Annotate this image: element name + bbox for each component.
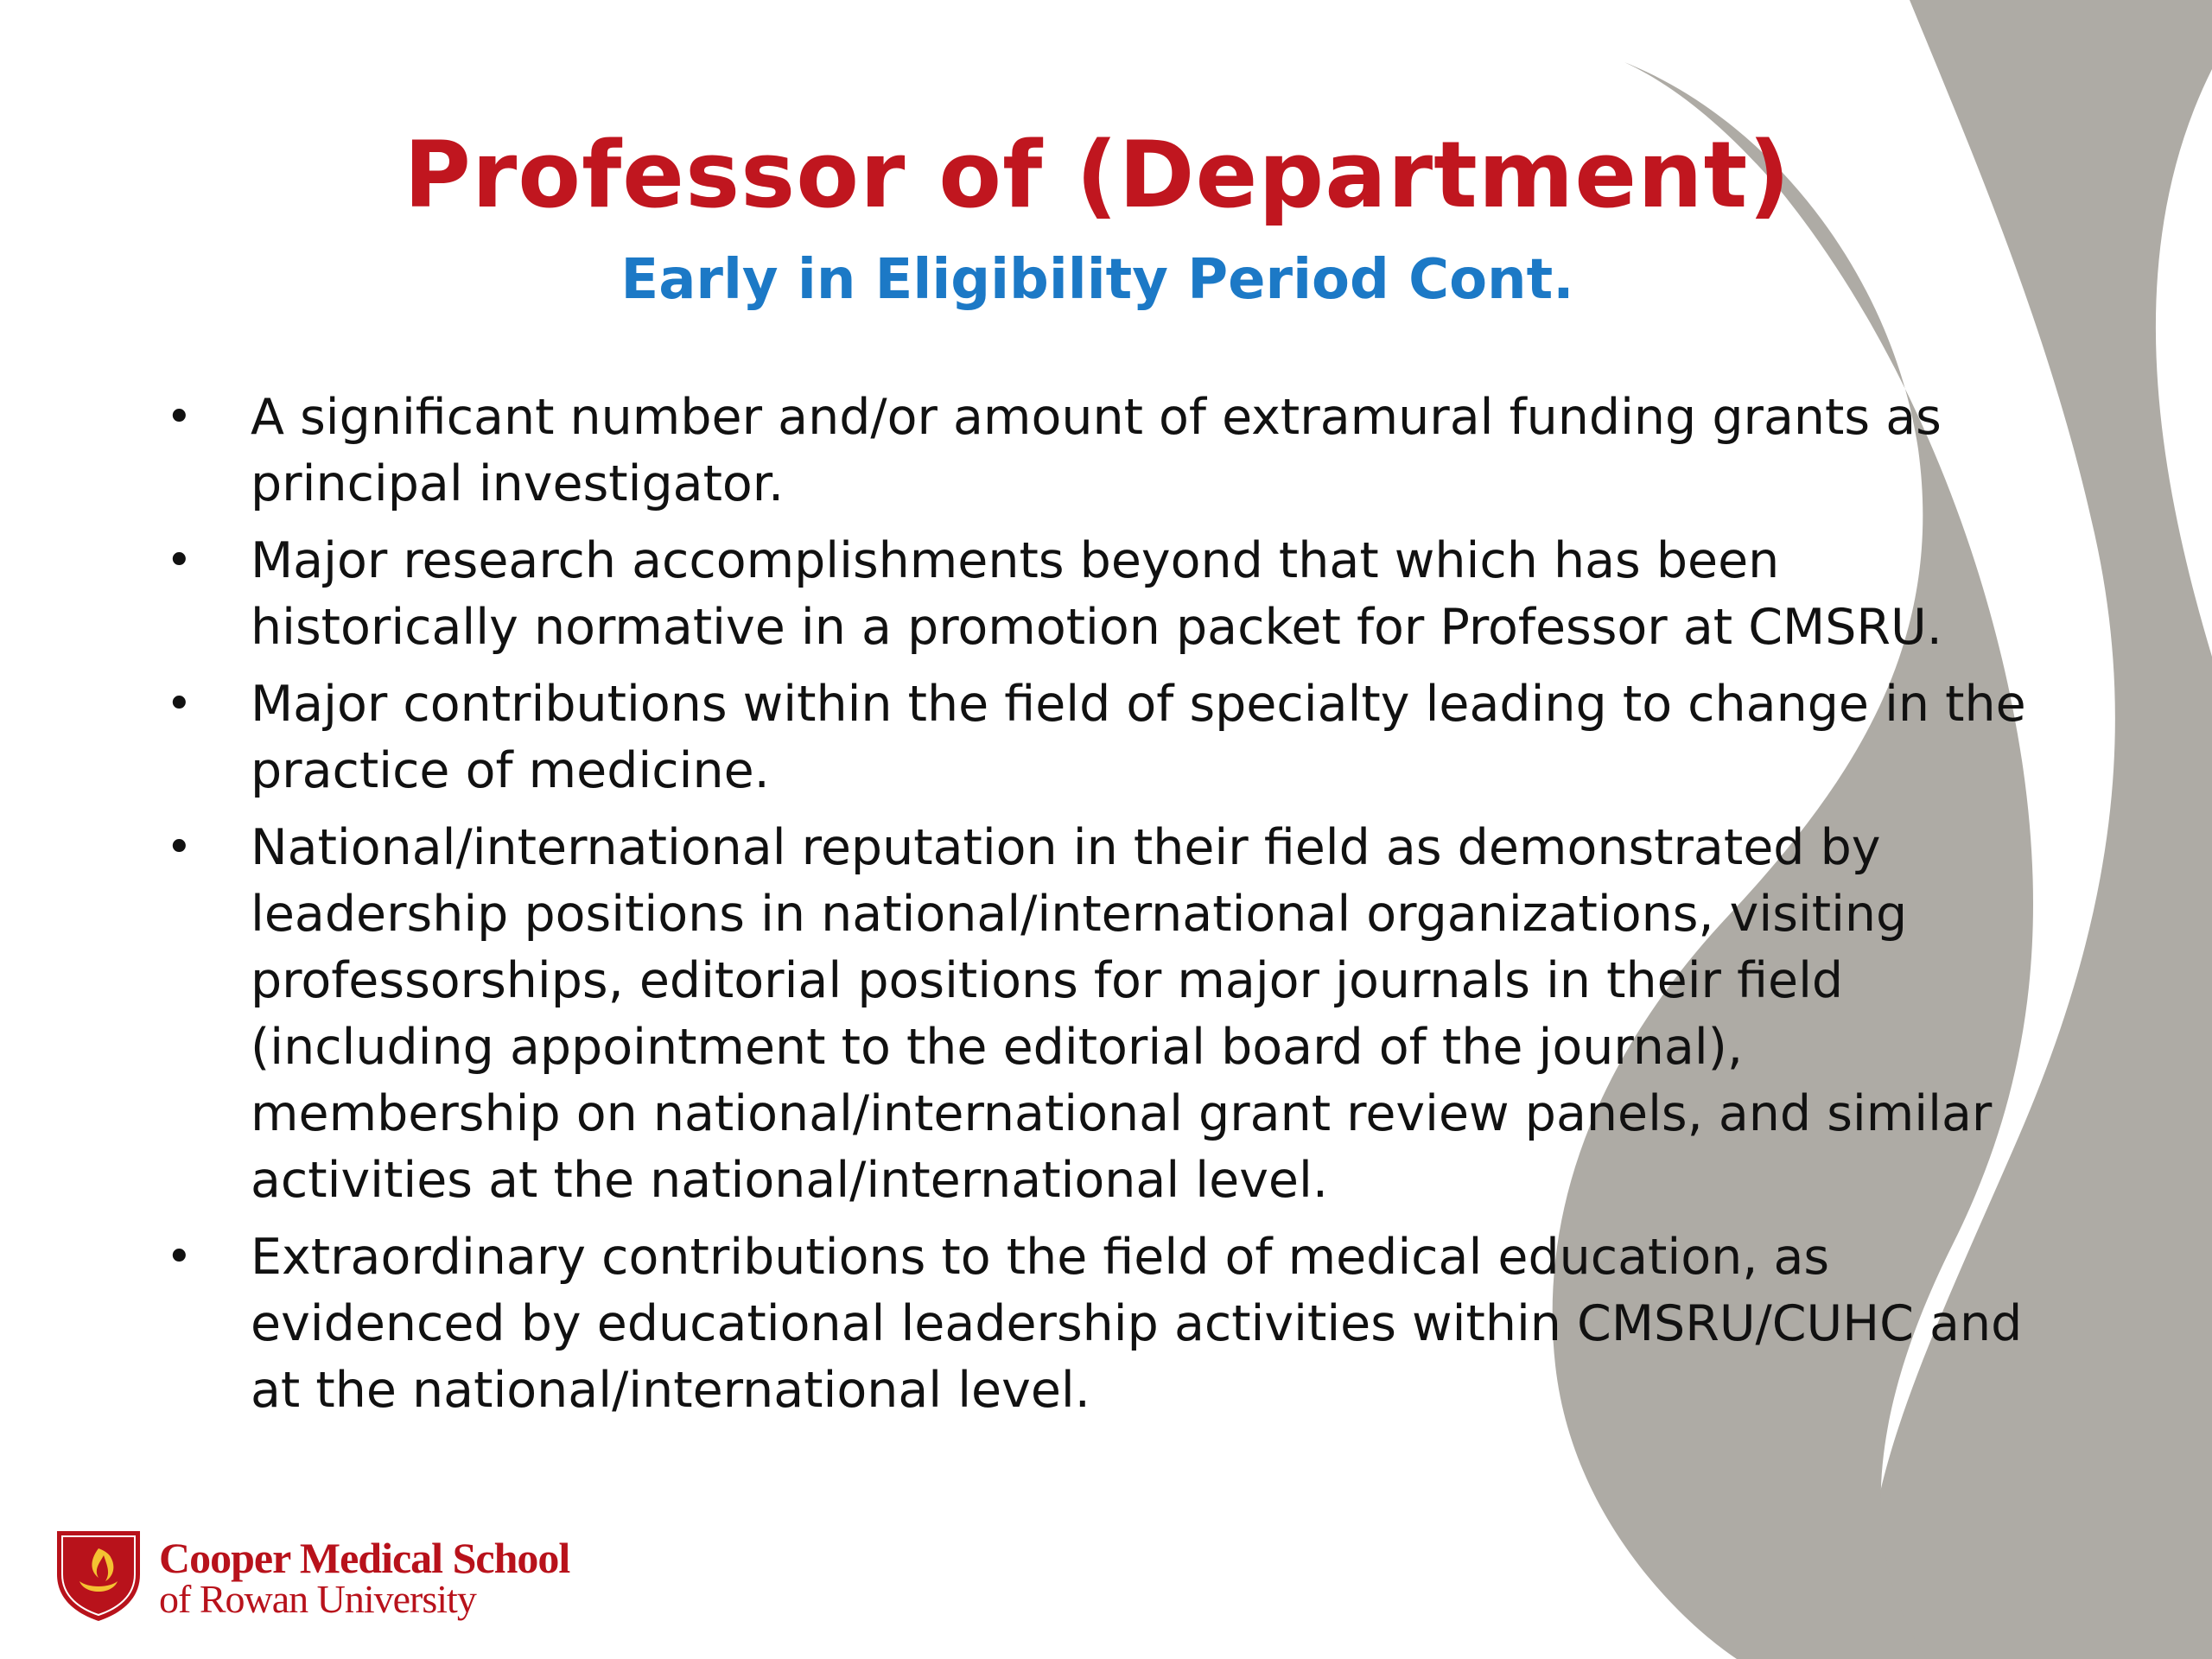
bullet-line: A significant number and/or amount of extramural funding grants as [251,389,1942,446]
bullet-line: historically normative in a promotion packet for Professor at CMSRU. [251,599,1942,656]
bullet-line: practice of medicine. [251,742,770,799]
bullet-item [161,671,2096,804]
bullet-line: membership on national/international grant review panels, and similar [251,1085,1993,1142]
bullet-point-icon: • [166,535,193,587]
bullet-line: Major contributions within the field of specialty leading to change in the [251,676,2026,733]
bullet-line: Extraordinary contributions to the field of medical education, as [251,1229,1830,1286]
bullet-line: evidenced by educational leadership activities within CMSRU/CUHC and [251,1295,2023,1352]
slide-subtitle: Early in Eligibility Period Cont. [620,248,1574,312]
bullet-line: (including appointment to the editorial board of the journal), [251,1019,1744,1076]
bullet-point-icon: • [166,391,193,443]
slide-title: Professor of (Department) [404,122,1791,228]
bullet-point-icon: • [166,678,193,730]
bullet-item [161,528,2096,661]
bullet-line: National/international reputation in their field as demonstrated by [251,819,1881,876]
flame-shield-icon [54,1528,143,1623]
bullet-item [161,815,2096,1214]
bullet-line: at the national/international level. [251,1362,1090,1419]
bullet-line: activities at the national/international level. [251,1152,1328,1209]
bullet-item [161,1224,2096,1424]
logo-school-name: Cooper Medical School [159,1534,570,1582]
bullet-line: principal investigator. [251,455,785,512]
logo-university-name: of Rowan University [159,1577,476,1621]
bullet-line: professorships, editorial positions for major journals in their field [251,952,1844,1009]
bullet-line: Major research accomplishments beyond that which has been [251,532,1780,589]
school-logo [54,1528,589,1623]
bullet-line: leadership positions in national/international organizations, visiting [251,886,1908,943]
bullet-list [161,385,2096,1434]
bullet-point-icon: • [166,822,193,874]
bullet-item [161,385,2096,518]
bullet-point-icon: • [166,1231,193,1283]
